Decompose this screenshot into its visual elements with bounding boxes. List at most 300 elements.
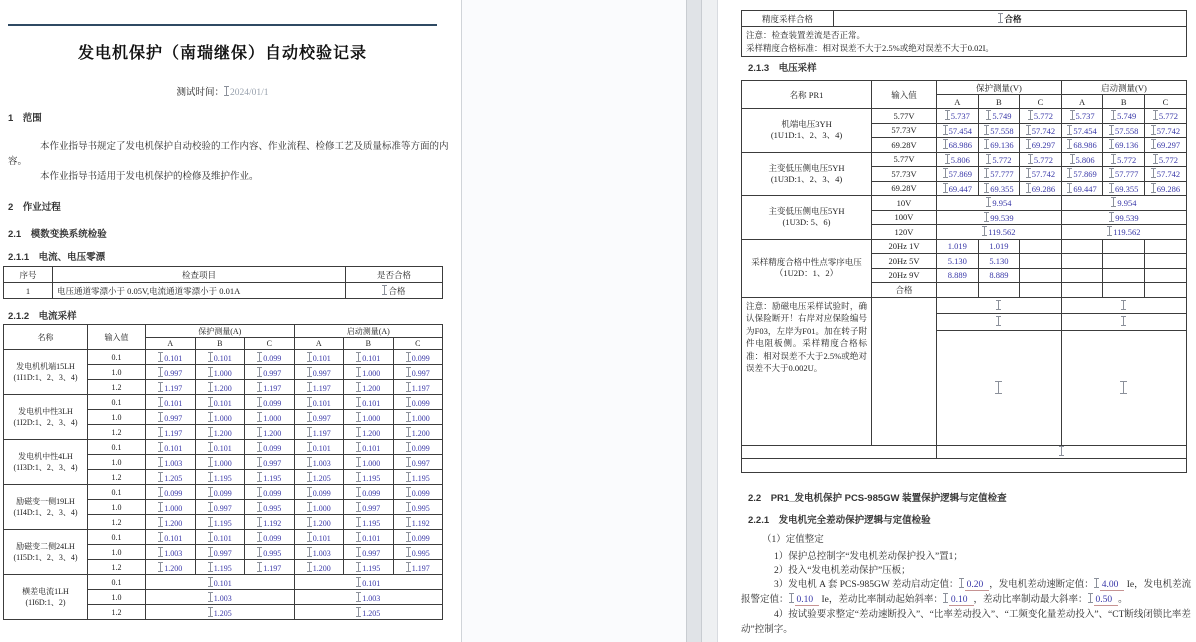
measurement-cell[interactable] [393,425,443,440]
measured-value[interactable]: 0.099 [411,398,430,408]
measured-value[interactable]: 1.003 [312,458,331,468]
measured-value[interactable]: 0.997 [362,548,381,558]
measurement-cell[interactable] [393,530,443,545]
measurement-cell[interactable] [393,380,443,395]
measurement-cell[interactable] [1061,138,1103,153]
measured-value[interactable]: 57.777 [990,169,1014,180]
measurement-cell[interactable] [294,605,443,620]
measured-value[interactable]: 1.205 [164,473,183,483]
measurement-cell[interactable] [245,515,295,530]
measurement-cell[interactable] [978,152,1020,167]
measured-value[interactable]: 0.995 [411,548,430,558]
measurement-cell[interactable] [195,455,245,470]
measured-value[interactable]: 1.003 [164,548,183,558]
measurement-cell[interactable] [978,268,1020,283]
measured-value[interactable]: 57.454 [948,125,972,136]
measured-value[interactable]: 57.777 [1115,169,1139,180]
left-document-page[interactable] [0,0,462,642]
empty-field-cell[interactable] [1061,313,1186,330]
measurement-cell[interactable] [937,254,979,269]
measurement-cell[interactable] [1144,181,1186,196]
measured-value[interactable]: 1.000 [213,413,232,423]
right-document-page[interactable] [717,0,1196,642]
measured-value[interactable]: 69.447 [1073,183,1097,194]
measured-value[interactable]: 5.737 [1075,111,1095,122]
measured-value[interactable]: 1.200 [164,518,183,528]
measured-value[interactable]: 1.200 [312,563,331,573]
measured-value[interactable]: 5.130 [947,255,967,266]
measured-value[interactable]: 1.197 [263,383,282,393]
measurement-cell[interactable] [294,470,344,485]
measured-value[interactable]: 69.136 [990,140,1014,151]
measured-value[interactable]: 1.019 [989,241,1009,252]
measurement-cell[interactable] [937,210,1062,225]
measurement-cell[interactable] [393,500,443,515]
measurement-cell[interactable] [294,455,344,470]
measured-value[interactable]: 1.000 [164,503,183,513]
measurement-cell[interactable] [146,410,196,425]
measurement-cell[interactable] [195,500,245,515]
measured-value[interactable]: 1.197 [164,428,183,438]
measurement-cell[interactable] [1103,123,1145,138]
measured-value[interactable]: 1.197 [164,383,183,393]
measurement-cell[interactable] [146,485,196,500]
measured-value[interactable]: 1.195 [362,473,381,483]
measured-value[interactable]: 0.099 [263,443,282,453]
measured-value[interactable]: 0.101 [213,353,232,363]
measurement-cell[interactable] [245,350,295,365]
measurement-cell[interactable] [1144,167,1186,182]
measurement-cell[interactable] [344,530,394,545]
measurement-cell[interactable] [393,470,443,485]
measurement-cell[interactable] [146,500,196,515]
measurement-cell[interactable] [195,425,245,440]
measured-value[interactable]: 1.000 [213,368,232,378]
measurement-cell[interactable] [1061,210,1186,225]
measurement-cell[interactable] [146,455,196,470]
measured-value[interactable]: 57.558 [990,125,1014,136]
measured-value[interactable]: 5.772 [1033,154,1054,165]
measurement-cell[interactable] [146,515,196,530]
test-time-value[interactable]: 2024/01/1 [229,88,269,98]
measurement-cell[interactable] [195,395,245,410]
measurement-cell[interactable] [146,545,196,560]
measurement-cell[interactable] [1061,109,1103,124]
measured-value[interactable]: 1.003 [164,458,183,468]
measured-value[interactable]: 1.195 [213,518,232,528]
measured-value[interactable]: 57.558 [1115,125,1139,136]
measurement-cell[interactable] [937,167,979,182]
measured-value[interactable]: 57.869 [1073,169,1097,180]
measured-value[interactable]: 1.019 [947,241,967,252]
measurement-cell[interactable] [146,590,295,605]
empty-field-cell[interactable] [1061,330,1186,445]
measured-value[interactable]: 5.749 [1117,111,1137,122]
measurement-cell[interactable] [146,350,196,365]
measurement-cell[interactable] [1144,109,1186,124]
measured-value[interactable]: 0.101 [362,353,381,363]
measured-value[interactable]: 1.000 [362,413,381,423]
measured-value[interactable]: 57.742 [1156,125,1181,136]
measured-value[interactable]: 1.195 [362,518,381,528]
measured-value[interactable]: 69.297 [1156,140,1181,151]
measurement-cell[interactable] [195,380,245,395]
measurement-cell[interactable] [344,485,394,500]
measurement-cell[interactable] [195,485,245,500]
measurement-cell[interactable] [294,590,443,605]
measurement-cell[interactable] [1061,152,1103,167]
measured-value[interactable]: 9.954 [992,198,1012,209]
pane-divider-scrollbar[interactable] [686,0,702,642]
measured-value[interactable]: 1.003 [213,593,232,603]
measurement-cell[interactable] [294,395,344,410]
measurement-cell[interactable] [937,109,979,124]
measured-value[interactable]: 0.997 [411,458,430,468]
measurement-cell[interactable] [195,350,245,365]
measurement-cell[interactable] [195,515,245,530]
measurement-cell[interactable] [393,485,443,500]
measurement-cell[interactable] [937,138,979,153]
measurement-cell[interactable] [344,500,394,515]
measurement-cell[interactable] [937,181,979,196]
measurement-cell[interactable] [1061,123,1103,138]
measured-value[interactable]: 0.099 [312,488,331,498]
measurement-cell[interactable] [393,440,443,455]
measurement-cell[interactable] [146,365,196,380]
measured-value[interactable]: 0.099 [263,398,282,408]
measured-value[interactable]: 0.101 [164,353,183,363]
measured-value[interactable]: 0.099 [164,488,183,498]
measured-value[interactable]: 5.772 [1158,154,1179,165]
measurement-cell[interactable] [1144,152,1186,167]
measured-value[interactable]: 0.101 [213,578,232,588]
measured-value[interactable]: 1.000 [312,503,331,513]
measured-value[interactable]: 1.192 [411,518,430,528]
measurement-cell[interactable] [245,470,295,485]
measurement-cell[interactable] [294,410,344,425]
measurement-cell[interactable] [146,470,196,485]
measurement-cell[interactable] [978,254,1020,269]
measured-value[interactable]: 1.197 [312,383,331,393]
measurement-cell[interactable] [1020,109,1062,124]
measurement-cell[interactable] [294,350,344,365]
measured-value[interactable]: 5.749 [992,111,1012,122]
measured-value[interactable]: 1.000 [213,458,232,468]
measurement-cell[interactable] [294,380,344,395]
measurement-cell[interactable] [195,545,245,560]
measured-value[interactable]: 119.562 [988,227,1016,238]
measured-value[interactable]: 1.200 [362,383,381,393]
measurement-cell[interactable] [937,123,979,138]
measured-value[interactable]: 0.997 [312,413,331,423]
measured-value[interactable]: 1.197 [411,383,430,393]
measurement-cell[interactable] [245,410,295,425]
measurement-cell[interactable] [1144,138,1186,153]
measurement-cell[interactable] [294,485,344,500]
measured-value[interactable]: 0.101 [164,533,183,543]
measurement-cell[interactable] [245,455,295,470]
measured-value[interactable]: 0.099 [411,443,430,453]
measured-value[interactable]: 1.195 [362,563,381,573]
measurement-cell[interactable] [393,350,443,365]
measured-value[interactable]: 0.997 [263,368,282,378]
measurement-cell[interactable] [1020,138,1062,153]
measurement-cell[interactable] [978,239,1020,254]
measured-value[interactable]: 1.195 [411,473,430,483]
empty-field-cell[interactable] [937,330,1062,445]
measured-value[interactable]: 5.772 [1033,111,1054,122]
empty-field-cell[interactable] [937,445,1187,458]
setting-blank-value[interactable]: 0.10 [795,595,820,606]
measurement-cell[interactable] [245,545,295,560]
empty-field-cell[interactable] [937,297,1062,313]
measured-value[interactable]: 0.995 [411,503,430,513]
measured-value[interactable]: 5.806 [1075,154,1095,165]
measured-value[interactable]: 1.205 [213,608,232,618]
measured-value[interactable]: 1.200 [312,518,331,528]
measured-value[interactable]: 0.101 [213,443,232,453]
measurement-cell[interactable] [294,425,344,440]
measured-value[interactable]: 0.099 [213,488,232,498]
measured-value[interactable]: 1.200 [213,428,232,438]
measured-value[interactable]: 0.099 [411,533,430,543]
measured-value[interactable]: 99.539 [1115,212,1139,223]
measurement-cell[interactable] [1020,181,1062,196]
measured-value[interactable]: 0.997 [263,458,282,468]
measured-value[interactable]: 1.195 [213,473,232,483]
empty-field-cell[interactable] [937,313,1062,330]
measured-value[interactable]: 0.099 [411,488,430,498]
measured-value[interactable]: 0.997 [213,503,232,513]
measurement-cell[interactable] [344,425,394,440]
measured-value[interactable]: 5.772 [992,154,1012,165]
measured-value[interactable]: 0.997 [164,413,183,423]
measured-value[interactable]: 1.000 [263,413,282,423]
measurement-cell[interactable] [937,225,1062,240]
measured-value[interactable]: 0.101 [213,398,232,408]
measured-value[interactable]: 68.986 [948,140,972,151]
measured-value[interactable]: 1.000 [362,368,381,378]
measured-value[interactable]: 0.101 [362,578,381,588]
measurement-cell[interactable] [195,530,245,545]
measurement-cell[interactable] [344,365,394,380]
cell-result[interactable] [346,283,443,299]
measured-value[interactable]: 5.130 [989,255,1009,266]
measured-value[interactable]: 1.195 [213,563,232,573]
measured-value[interactable]: 0.995 [263,503,282,513]
measurement-cell[interactable] [245,485,295,500]
measurement-cell[interactable] [978,181,1020,196]
accuracy-result-cell[interactable] [834,11,1187,27]
measured-value[interactable]: 0.101 [164,443,183,453]
setting-blank-value[interactable]: 0.50 [1094,595,1119,606]
measurement-cell[interactable] [146,560,196,575]
measured-value[interactable]: 0.099 [263,533,282,543]
measurement-cell[interactable] [1020,167,1062,182]
measured-value[interactable]: 5.772 [1117,154,1137,165]
measurement-cell[interactable] [195,410,245,425]
measured-value[interactable]: 0.997 [164,368,183,378]
measured-value[interactable]: 0.099 [411,353,430,363]
measurement-cell[interactable] [146,395,196,410]
measured-value[interactable]: 57.869 [948,169,972,180]
measured-value[interactable]: 0.101 [213,533,232,543]
measurement-cell[interactable] [1020,152,1062,167]
measured-value[interactable]: 0.101 [312,533,331,543]
measurement-cell[interactable] [978,138,1020,153]
measured-value[interactable]: 0.101 [362,398,381,408]
measurement-cell[interactable] [245,380,295,395]
measured-value[interactable]: 57.742 [1031,169,1056,180]
measurement-cell[interactable] [344,455,394,470]
measurement-cell[interactable] [1061,225,1186,240]
measurement-cell[interactable] [294,530,344,545]
measurement-cell[interactable] [978,167,1020,182]
measurement-cell[interactable] [146,530,196,545]
measured-value[interactable]: 1.200 [362,428,381,438]
measured-value[interactable]: 1.000 [362,458,381,468]
measurement-cell[interactable] [937,196,1062,211]
measurement-cell[interactable] [1103,152,1145,167]
measured-value[interactable]: 99.539 [990,212,1014,223]
measurement-cell[interactable] [1103,181,1145,196]
measurement-cell[interactable] [937,152,979,167]
measurement-cell[interactable] [294,365,344,380]
measured-value[interactable]: 0.997 [411,368,430,378]
measurement-cell[interactable] [344,470,394,485]
measurement-cell[interactable] [393,395,443,410]
measured-value[interactable]: 69.286 [1156,183,1181,194]
measured-value[interactable]: 0.101 [362,443,381,453]
measured-value[interactable]: 69.447 [948,183,972,194]
measured-value[interactable]: 1.000 [411,413,430,423]
measurement-cell[interactable] [344,350,394,365]
measured-value[interactable]: 69.136 [1115,140,1139,151]
measurement-cell[interactable] [1144,123,1186,138]
measurement-cell[interactable] [393,560,443,575]
measurement-cell[interactable] [393,455,443,470]
measured-value[interactable]: 1.197 [312,428,331,438]
measurement-cell[interactable] [1103,109,1145,124]
measurement-cell[interactable] [978,109,1020,124]
measurement-cell[interactable] [294,500,344,515]
measurement-cell[interactable] [294,440,344,455]
measured-value[interactable]: 1.200 [263,428,282,438]
measured-value[interactable]: 1.003 [362,593,381,603]
measurement-cell[interactable] [245,530,295,545]
measured-value[interactable]: 0.101 [312,443,331,453]
measurement-cell[interactable] [146,425,196,440]
measured-value[interactable]: 69.355 [990,183,1014,194]
measurement-cell[interactable] [294,545,344,560]
measured-value[interactable]: 0.997 [213,548,232,558]
measured-value[interactable]: 1.195 [263,473,282,483]
measured-value[interactable]: 5.772 [1158,111,1179,122]
measurement-cell[interactable] [294,515,344,530]
measured-value[interactable]: 69.297 [1031,140,1056,151]
measurement-cell[interactable] [195,440,245,455]
empty-field-cell[interactable] [1061,297,1186,313]
measurement-cell[interactable] [937,268,979,283]
measurement-cell[interactable] [195,560,245,575]
measurement-cell[interactable] [245,560,295,575]
measured-value[interactable]: 0.099 [263,353,282,363]
measurement-cell[interactable] [1103,138,1145,153]
measured-value[interactable]: 1.192 [263,518,282,528]
measured-value[interactable]: 0.101 [312,353,331,363]
measured-value[interactable]: 1.200 [411,428,430,438]
measured-value[interactable]: 0.997 [362,503,381,513]
measurement-cell[interactable] [344,395,394,410]
measured-value[interactable]: 69.286 [1031,183,1056,194]
measurement-cell[interactable] [146,605,295,620]
measured-value[interactable]: 1.200 [164,563,183,573]
measured-value[interactable]: 69.355 [1115,183,1139,194]
measurement-cell[interactable] [344,515,394,530]
measured-value[interactable]: 0.995 [263,548,282,558]
measured-value[interactable]: 1.197 [263,563,282,573]
setting-blank-value[interactable]: 4.00 [1100,580,1125,591]
measured-value[interactable]: 0.099 [263,488,282,498]
measurement-cell[interactable] [245,440,295,455]
measured-value[interactable]: 5.806 [950,154,970,165]
measurement-cell[interactable] [245,395,295,410]
measurement-cell[interactable] [1103,167,1145,182]
measured-value[interactable]: 1.200 [213,383,232,393]
measured-value[interactable]: 57.742 [1156,169,1181,180]
measurement-cell[interactable] [1061,167,1103,182]
measured-value[interactable]: 68.986 [1073,140,1097,151]
measured-value[interactable]: 1.003 [312,548,331,558]
measurement-cell[interactable] [393,410,443,425]
measured-value[interactable]: 1.205 [362,608,381,618]
measured-value[interactable]: 9.954 [1117,198,1137,209]
measurement-cell[interactable] [344,545,394,560]
measured-value[interactable]: 1.205 [312,473,331,483]
setting-blank-value[interactable]: 0.10 [949,595,974,606]
measurement-cell[interactable] [393,515,443,530]
measurement-cell[interactable] [937,239,979,254]
measurement-cell[interactable] [146,380,196,395]
measured-value[interactable]: 119.562 [1113,227,1141,238]
measurement-cell[interactable] [146,575,295,590]
measurement-cell[interactable] [344,410,394,425]
measured-value[interactable]: 5.737 [950,111,970,122]
measured-value[interactable]: 57.742 [1031,125,1056,136]
measured-value[interactable]: 8.889 [947,270,967,281]
measurement-cell[interactable] [195,470,245,485]
measurement-cell[interactable] [245,425,295,440]
measurement-cell[interactable] [978,123,1020,138]
measurement-cell[interactable] [245,365,295,380]
measured-value[interactable]: 0.101 [362,533,381,543]
measured-value[interactable]: 0.101 [312,398,331,408]
measured-value[interactable]: 8.889 [989,270,1009,281]
measurement-cell[interactable] [393,365,443,380]
measurement-cell[interactable] [344,440,394,455]
measured-value[interactable]: 0.101 [164,398,183,408]
measurement-cell[interactable] [1020,123,1062,138]
measurement-cell[interactable] [393,545,443,560]
measured-value[interactable]: 1.197 [411,563,430,573]
measurement-cell[interactable] [146,440,196,455]
measurement-cell[interactable] [294,575,443,590]
setting-blank-value[interactable]: 0.20 [965,580,990,591]
measurement-cell[interactable] [344,560,394,575]
measured-value[interactable]: 57.454 [1073,125,1097,136]
measurement-cell[interactable] [1061,196,1186,211]
measurement-cell[interactable] [1061,181,1103,196]
